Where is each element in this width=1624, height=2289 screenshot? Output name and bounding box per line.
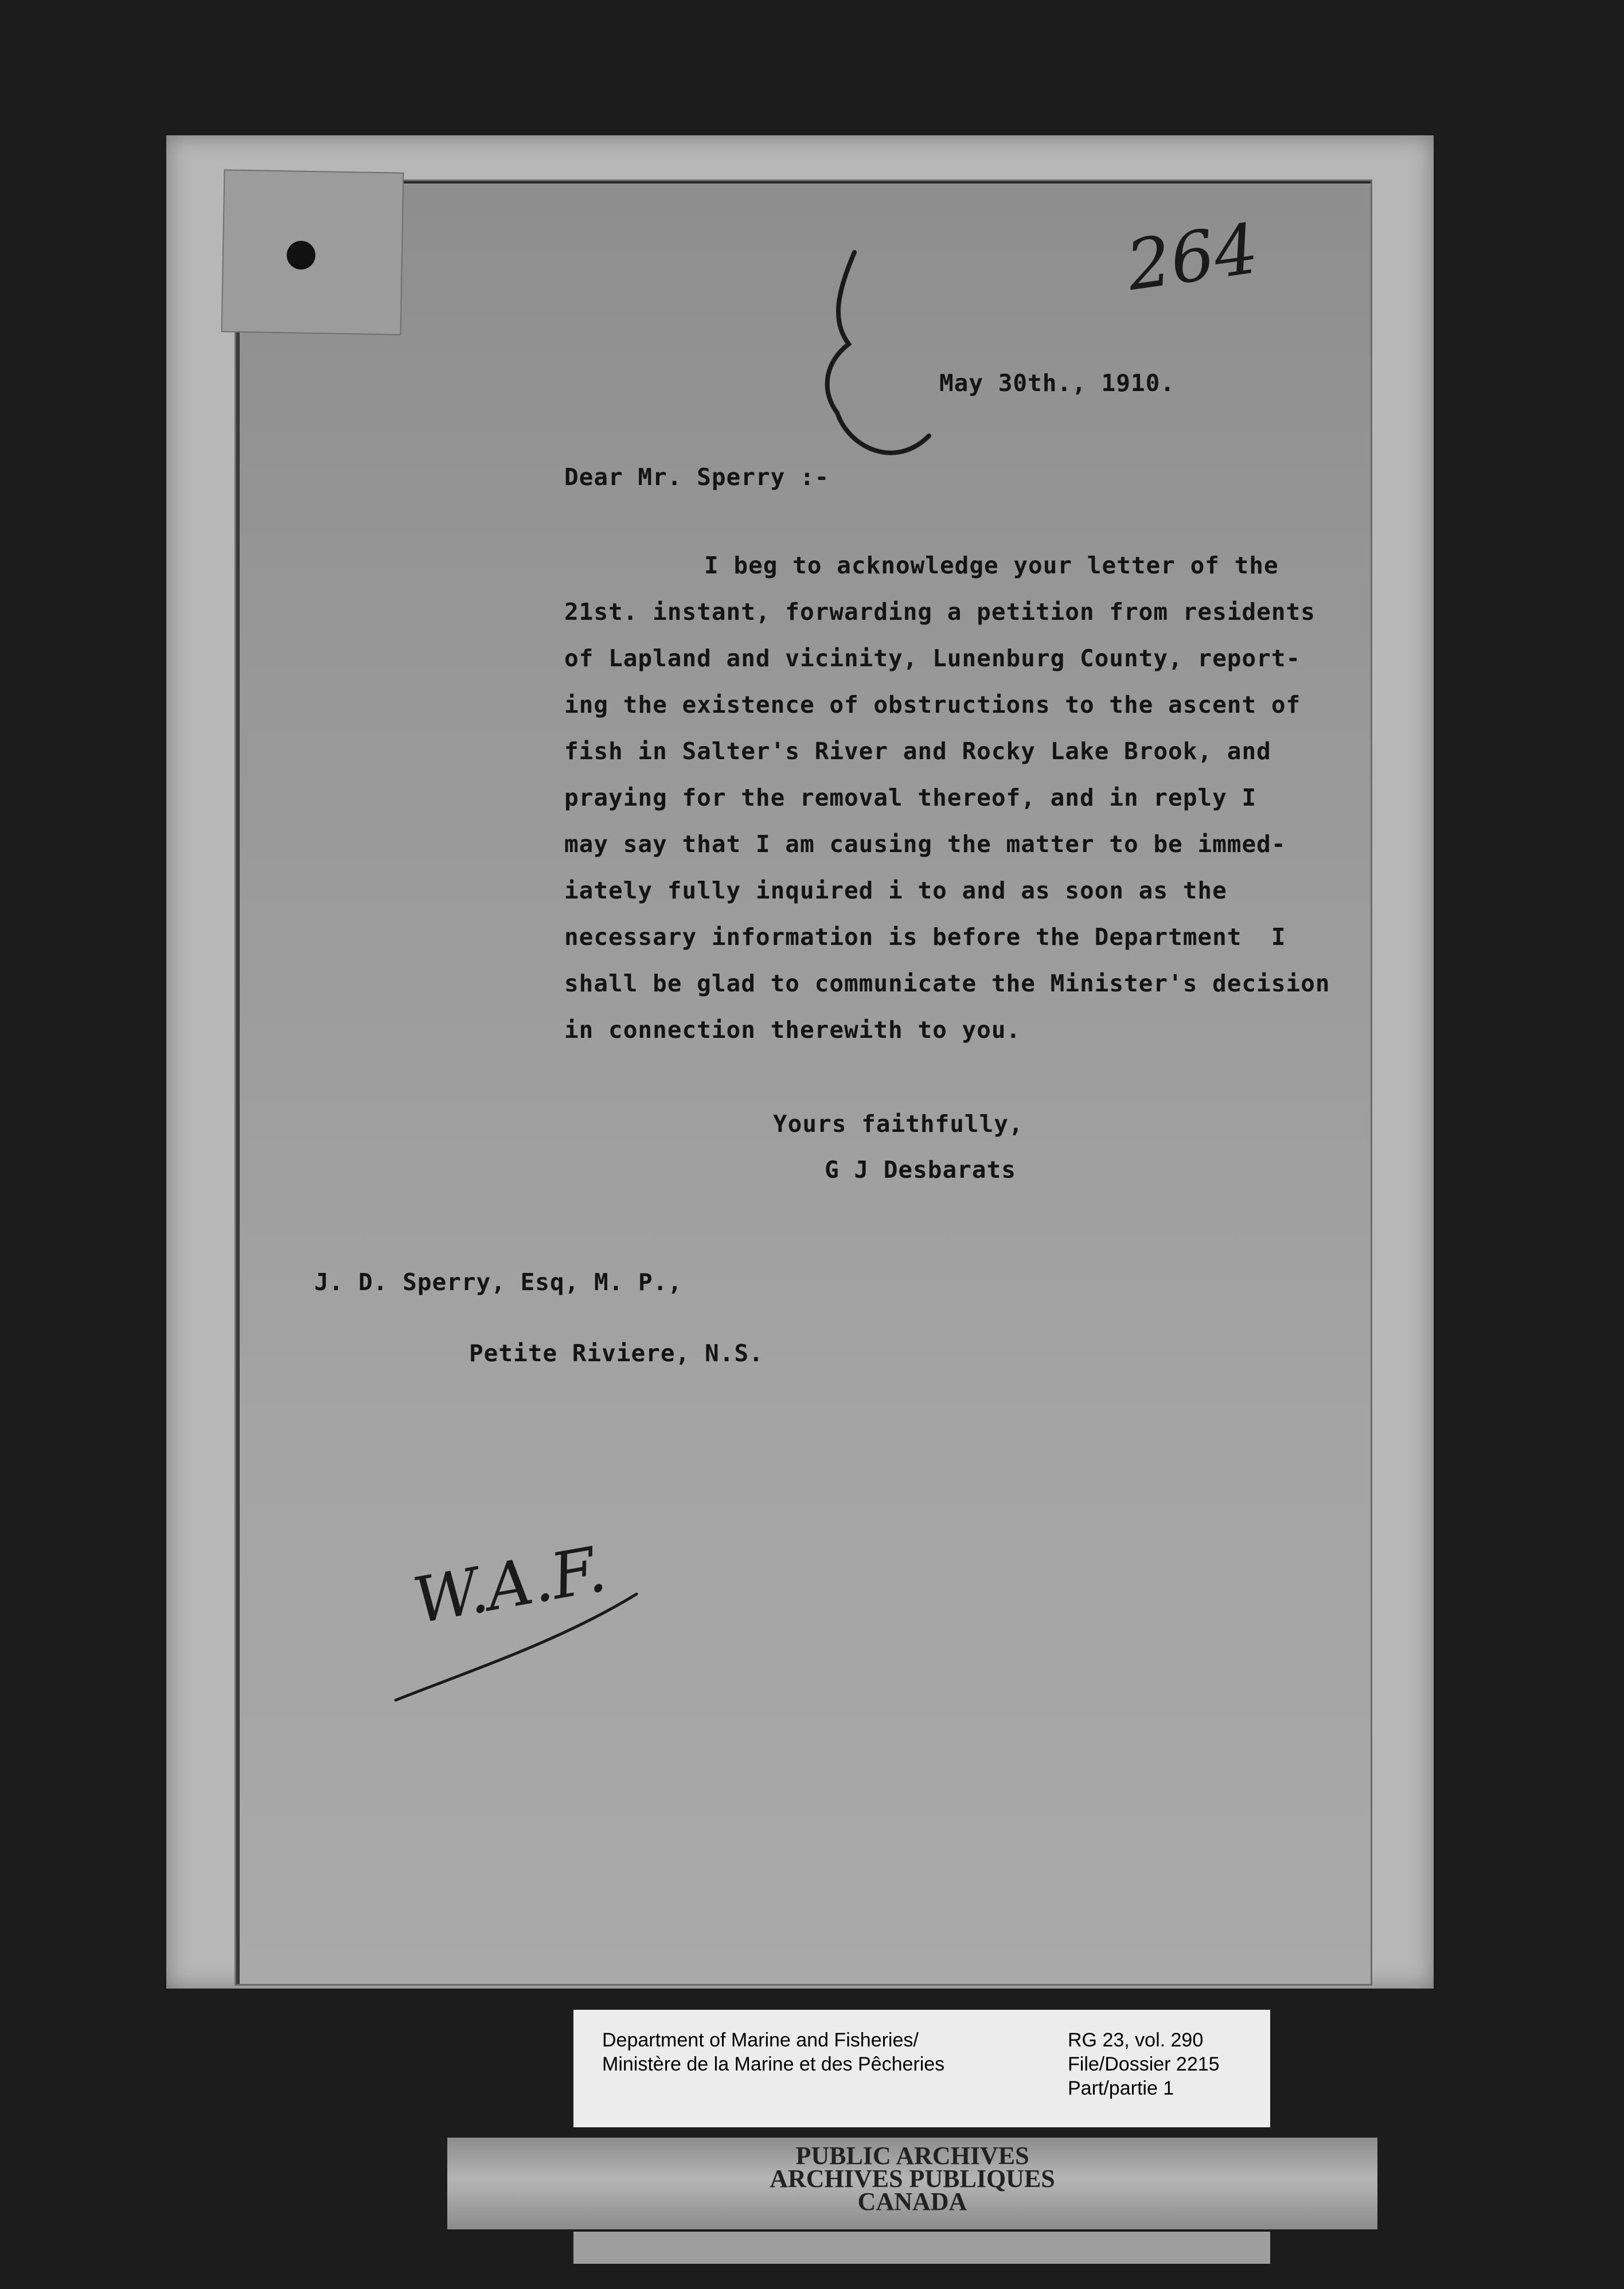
body-line: I beg to acknowledge your letter of the	[704, 552, 1279, 579]
archive-reference-label	[573, 2010, 1270, 2127]
initials-underline	[390, 1583, 648, 1709]
body-line: may say that I am causing the matter to be immed-	[564, 830, 1286, 858]
body-line: fish in Salter's River and Rocky Lake Brook, and	[564, 737, 1271, 765]
letter-date: May 30th., 1910.	[939, 369, 1175, 397]
addressee-name: J. D. Sperry, Esq, M. P.,	[314, 1268, 683, 1296]
body-line: of Lapland and vicinity, Lunenburg County, report-	[564, 644, 1301, 672]
closing: Yours faithfully,	[773, 1110, 1024, 1138]
record-group: RG 23, vol. 290	[1068, 2029, 1204, 2051]
stamp-line: PUBLIC ARCHIVES	[795, 2142, 1029, 2170]
body-line: ing the existence of obstructions to the ascent of	[564, 691, 1301, 718]
body-line: iately fully inquired i to and as soon as the	[564, 877, 1227, 904]
punch-hole	[287, 241, 315, 269]
stamp-line: CANADA	[857, 2188, 967, 2216]
department-french: Ministère de la Marine et des Pêcheries	[602, 2053, 945, 2075]
file-number: File/Dossier 2215	[1068, 2053, 1220, 2075]
body-line: shall be glad to communicate the Minister's decision	[564, 970, 1330, 997]
part-number: Part/partie 1	[1068, 2077, 1174, 2099]
department-english: Department of Marine and Fisheries/	[602, 2029, 919, 2051]
folio-number: 264	[1122, 209, 1263, 307]
addressee-place: Petite Riviere, N.S.	[469, 1339, 764, 1367]
body-line: in connection therewith to you.	[564, 1016, 1021, 1044]
public-archives-stamp	[447, 2138, 1377, 2229]
signature: G J Desbarats	[825, 1156, 1016, 1183]
body-line: 21st. instant, forwarding a petition from residents	[564, 598, 1315, 626]
body-line: necessary information is before the Department I	[564, 923, 1286, 951]
salutation: Dear Mr. Sperry :-	[564, 463, 830, 491]
handwritten-initials: W.A.F.	[408, 1532, 611, 1638]
body-line: praying for the removal thereof, and in reply I	[564, 784, 1257, 811]
letter-page	[236, 181, 1371, 1984]
stamp-lower-band	[573, 2232, 1270, 2264]
stamp-line: ARCHIVES PUBLIQUES	[770, 2165, 1055, 2193]
handwritten-bracket-mark	[814, 241, 946, 487]
